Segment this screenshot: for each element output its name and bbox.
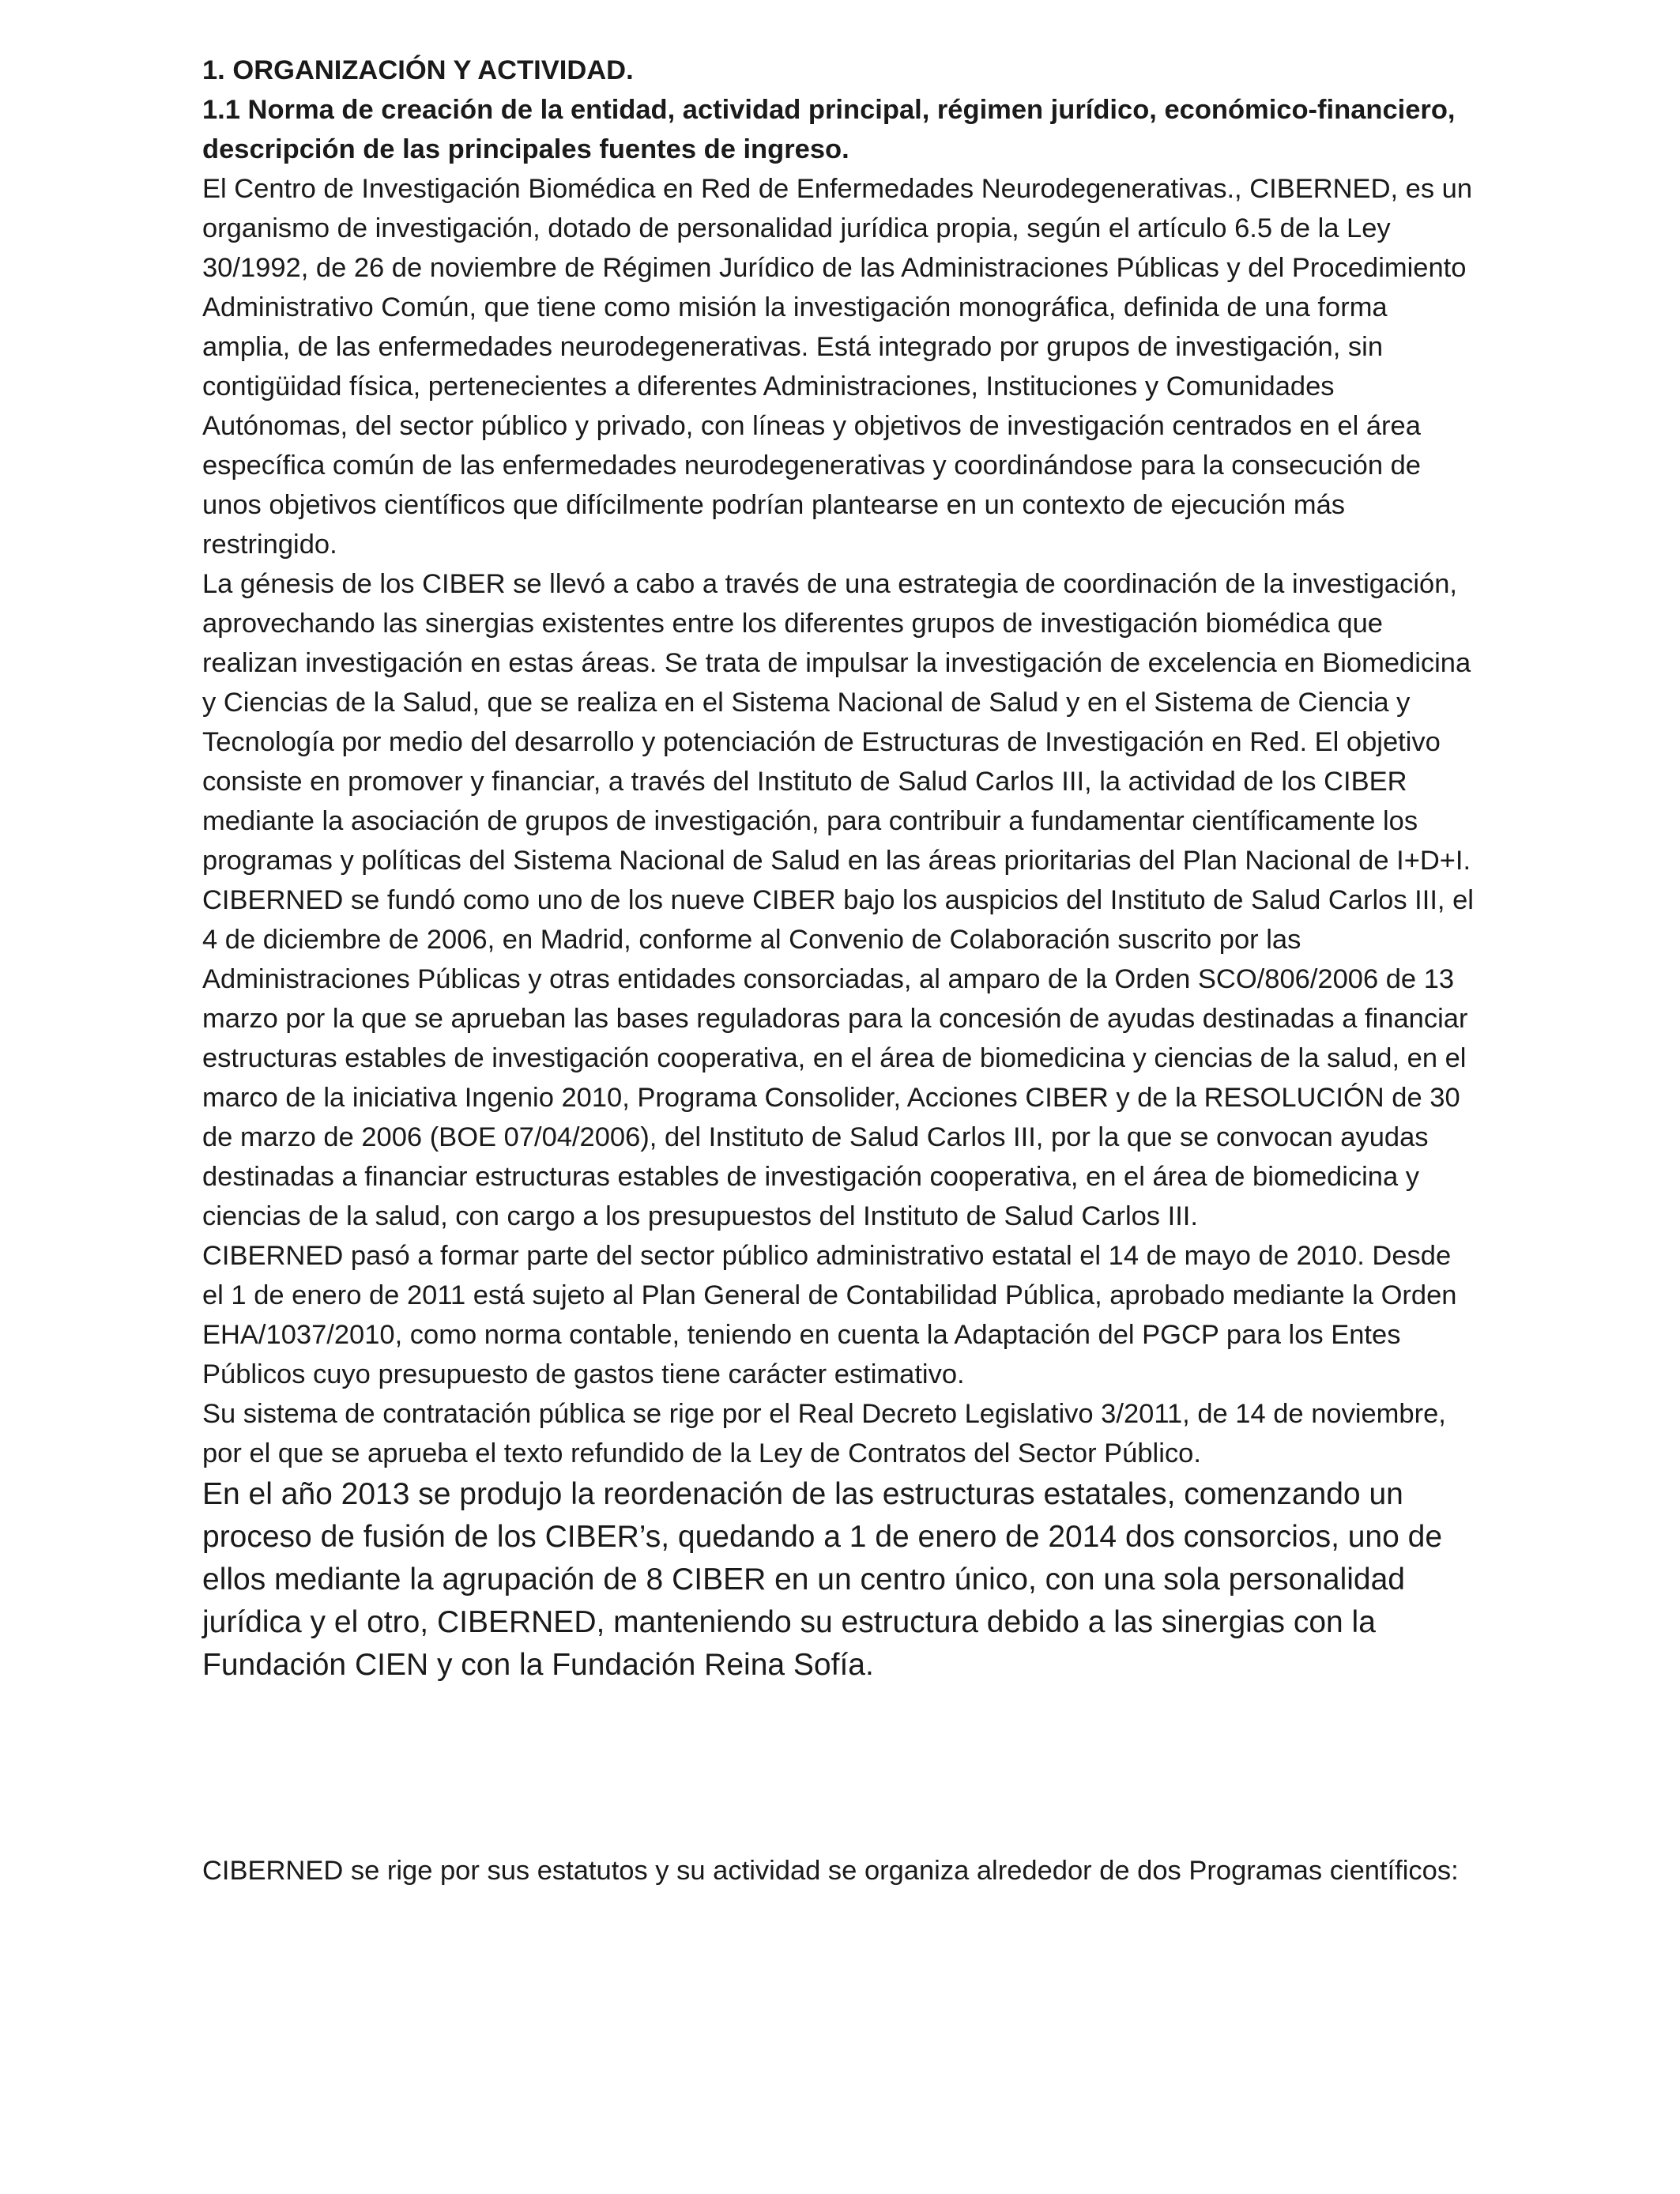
paragraph-ciber-merger: En el año 2013 se produjo la reordenación de las estructuras estatales, comenzando un proceso de fusión de los CIBER’s, quedando a 1 de enero de 2014 dos consorcios, uno de ellos mediante la agrupación de 8 CIBER en un centro único, con una sola personalidad jurídica y el otro, CIBERNED, manteniendo su estructura debido a las sinergias con la Fundación CIEN y con la Fundación Reina Sofía.	[202, 1477, 1443, 1682]
paragraph-public-sector: CIBERNED pasó a formar parte del sector público administrativo estatal el 14 de mayo de 2010. Desde el 1 de enero de 2011 está sujeto al Plan General de Contabilidad Pública, aprobado mediante la Orden EHA/1037/2010, como norma contable, teniendo en cuenta la Adaptación del PGCP para los Entes Públicos cuyo presupuesto de gastos tiene carácter estimativo.	[202, 1241, 1457, 1389]
paragraph-ciberned-definition: El Centro de Investigación Biomédica en Red de Enfermedades Neurodegenerativas., CIBERNED, es un organismo de investigación, dotado de personalidad jurídica propia, según el artículo 6.5 de la Ley 30/1992, de 26 de noviembre de Régimen Jurídico de las Administraciones Públicas y del Procedimiento Administrativo Común, que tiene como misión la investigación monográfica, definida de una forma amplia, de las enfermedades neurodegenerativas. Está integrado por grupos de investigación, sin contigüidad física, pertenecientes a diferentes Administraciones, Instituciones y Comunidades Autónomas, del sector público y privado, con líneas y objetivos de investigación centrados en el área específica común de las enfermedades neurodegenerativas y coordinándose para la consecución de unos objetivos científicos que difícilmente podrían plantearse en un contexto de ejecución más restringido.	[202, 174, 1473, 560]
blank-space	[202, 1687, 1475, 1851]
section-heading: 1. ORGANIZACIÓN Y ACTIVIDAD.	[202, 55, 634, 85]
subsection-heading: 1.1 Norma de creación de la entidad, actividad principal, régimen jurídico, económico-financiero, descripción de las principales fuentes de ingreso.	[202, 95, 1456, 164]
paragraph-ciber-genesis: La génesis de los CIBER se llevó a cabo a través de una estrategia de coordinación de la investigación, aprovechando las sinergias existentes entre los diferentes grupos de investigación biomédica que realizan investigación en estas áreas. Se trata de impulsar la investigación de excelencia en Biomedicina y Ciencias de la Salud, que se realiza en el Sistema Nacional de Salud y en el Sistema de Ciencia y Tecnología por medio del desarrollo y potenciación de Estructuras de Investigación en Red. El objetivo consiste en promover y financiar, a través del Instituto de Salud Carlos III, la actividad de los CIBER mediante la asociación de grupos de investigación, para contribuir a fundamentar científicamente los programas y políticas del Sistema Nacional de Salud en las áreas prioritarias del Plan Nacional de I+D+I.	[202, 569, 1471, 876]
paragraph-scientific-programs: CIBERNED se rige por sus estatutos y su actividad se organiza alrededor de dos Programas científicos:	[202, 1856, 1459, 1886]
paragraph-public-procurement: Su sistema de contratación pública se rige por el Real Decreto Legislativo 3/2011, de 14 de noviembre, por el que se aprueba el texto refundido de la Ley de Contratos del Sector Público.	[202, 1399, 1446, 1468]
paragraph-ciberned-foundation: CIBERNED se fundó como uno de los nueve CIBER bajo los auspicios del Instituto de Salud Carlos III, el 4 de diciembre de 2006, en Madrid, conforme al Convenio de Colaboración suscrito por las Administraciones Públicas y otras entidades consorciadas, al amparo de la Orden SCO/806/2006 de 13 marzo por la que se aprueban las bases reguladoras para la concesión de ayudas destinadas a financiar estructuras estables de investigación cooperativa, en el área de biomedicina y ciencias de la salud, en el marco de la iniciativa Ingenio 2010, Programa Consolider, Acciones CIBER y de la RESOLUCIÓN de 30 de marzo de 2006 (BOE 07/04/2006), del Instituto de Salud Carlos III, por la que se convocan ayudas destinadas a financiar estructuras estables de investigación cooperativa, en el área de biomedicina y ciencias de la salud, con cargo a los presupuestos del Instituto de Salud Carlos III.	[202, 885, 1474, 1231]
document-page	[202, 51, 1475, 1891]
